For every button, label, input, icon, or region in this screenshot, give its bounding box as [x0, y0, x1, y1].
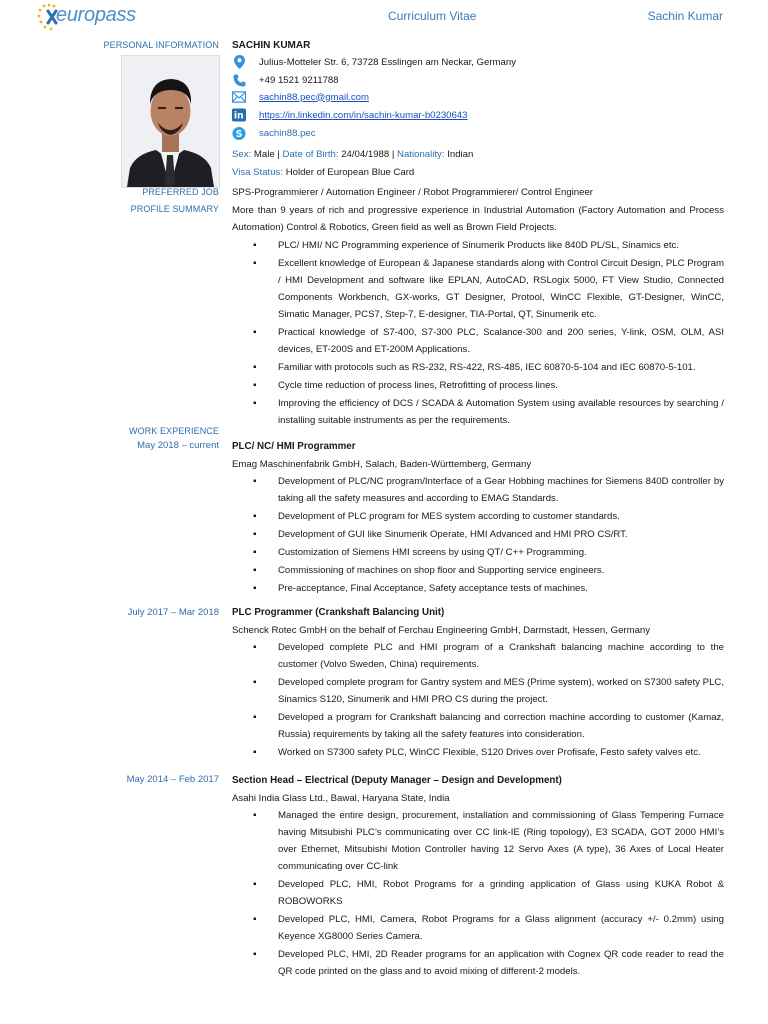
document-title: Curriculum Vitae — [388, 9, 477, 23]
job-dates: May 2014 – Feb 2017 — [126, 774, 219, 785]
list-item: ▪ Developed PLC, HMI, Camera, Robot Programs for a Glass alignment (accuracy +/- 0.2mm) using Keyence XG8000 Series Camera. — [232, 911, 724, 945]
job-dates: July 2017 – Mar 2018 — [127, 607, 219, 618]
header-name: Sachin Kumar — [647, 9, 723, 23]
phone-text: +49 1521 9211788 — [259, 74, 339, 86]
list-item: ▪ Development of PLC program for MES system according to customer standards. — [232, 508, 724, 525]
job-company: Schenck Rotec GmbH on the behalf of Ferchau Engineering GmbH, Darmstadt, Hessen, Germany — [232, 625, 651, 636]
job-entry — [232, 772, 724, 981]
list-item: ▪ Excellent knowledge of European & Japanese standards along with Control Circuit Design, PLC Program / HMI Development and software like EPLAN, AutoCAD, RSLogix 5000, FT View Studio, Connected Components Workbench, GX-works, GT Designer, Protool, WinCC Flexible, GT-Designer, WinCC, Simatic Manager, PCS7, Step-7, E-designer, TIA-Portal, QT, Sinumerik etc. — [232, 255, 724, 323]
sex-label: Sex: — [232, 149, 252, 160]
phone-row — [232, 73, 339, 87]
job-title: Section Head – Electrical (Deputy Manager – Design and Development) — [232, 775, 562, 786]
svg-text:S: S — [235, 128, 243, 140]
profile-summary-label: PROFILE SUMMARY — [130, 204, 219, 214]
skype-icon — [232, 126, 246, 140]
list-item: ▪ Customization of Siemens HMI screens by using QT/ C++ Programming. — [232, 544, 724, 561]
email-icon — [232, 90, 246, 104]
list-item: ▪ Developed a program for Crankshaft balancing and correction machine according to customer (Kamaz, Russia) requirements by taking all the safety features into consideration. — [232, 709, 724, 743]
job-title: PLC Programmer (Crankshaft Balancing Unit) — [232, 607, 445, 618]
nationality-value: Indian — [447, 149, 474, 160]
profile-photo — [121, 55, 220, 188]
list-item: ▪ Development of PLC/NC program/Interface of a Gear Hobbing machines for Siemens 840D controller by taking all the safety measures and according to EMAG Standards. — [232, 473, 724, 507]
work-experience-label: WORK EXPERIENCE — [128, 426, 219, 436]
location-pin-icon — [232, 55, 246, 69]
dob-value: 24/04/1988 — [341, 149, 390, 160]
job-company: Asahi India Glass Ltd., Bawal, Haryana State, India — [232, 793, 450, 804]
address-row — [232, 55, 516, 69]
linkedin-row — [232, 108, 468, 122]
job-dates: May 2018 – current — [137, 440, 219, 451]
sex-value: Male — [253, 149, 275, 160]
personal-information-label: PERSONAL INFORMATION — [103, 40, 219, 50]
visa-status-row — [232, 164, 724, 181]
separator: | — [391, 149, 395, 160]
nationality-label: Nationality: — [397, 149, 445, 160]
profile-bullets — [232, 237, 724, 429]
visa-label: Visa Status: — [232, 167, 284, 178]
list-item: ▪ Developed PLC, HMI, Robot Programs for a grinding application of Glass using KUKA Robot & ROBOWORKS — [232, 876, 724, 910]
job-entry — [232, 438, 724, 598]
list-item: ▪ Pre-acceptance, Final Acceptance, Safety acceptance tests of machines. — [232, 580, 724, 597]
svg-text:in: in — [233, 110, 244, 122]
list-item: ▪ Familiar with protocols such as RS-232, RS-422, RS-485, IEC 60870-5-104 and IEC 60870-5-101. — [232, 359, 724, 376]
list-item: ▪ Developed PLC, HMI, 2D Reader programs for an application with Cognex QR code reader to read the QR code printed on the glass and to avoid mixing of different-2 models. — [232, 946, 724, 980]
email-link[interactable]: sachin88.pec@gmail.com — [259, 91, 369, 103]
separator: | — [277, 149, 280, 160]
list-item: ▪ PLC/ HMI/ NC Programming experience of Sinumerik Products like 840D PL/SL, Sinamics etc. — [232, 237, 724, 254]
email-row — [232, 90, 369, 104]
visa-value: Holder of European Blue Card — [285, 167, 415, 178]
profile-summary — [232, 202, 724, 430]
address-text: Julius-Motteler Str. 6, 73728 Esslingen am Neckar, Germany — [259, 56, 517, 68]
list-item: ▪ Managed the entire design, procurement, installation and commissioning of Glass Tempering Furnace having Mitsubishi PLC’s communicating over CC link-IE (Ring topology), E3 SCADA, GOT 2000 HMI’s over Ethernet, Mitsubishi Motion Controller having 12 Servo Axes (A type), 36 Axes of Local Heater communicating over CC-link — [232, 807, 724, 875]
linkedin-link[interactable]: https://in.linkedin.com/in/sachin-kumar-b0230643 — [259, 109, 468, 121]
skype-row — [232, 126, 316, 140]
list-item: ▪ Cycle time reduction of process lines, Retrofitting of process lines. — [232, 377, 724, 394]
list-item: ▪ Developed complete PLC and HMI program of a Crankshaft balancing machine according to the customer (Volvo Sweden, China) requirements. — [232, 639, 724, 673]
preferred-job-label: PREFERRED JOB — [142, 187, 219, 197]
job-bullets — [232, 473, 724, 597]
linkedin-icon — [232, 108, 246, 122]
job-title: PLC/ NC/ HMI Programmer — [232, 441, 356, 452]
phone-icon — [232, 73, 246, 87]
list-item: ▪ Practical knowledge of S7-400, S7-300 PLC, Scalance-300 and 200 series, Y-link, OSM, OLM, ASI devices, ET-200S and ET-200M Applications. — [232, 324, 724, 358]
list-item: ▪ Commissioning of machines on shop floor and Supporting service engineers. — [232, 562, 724, 579]
job-entry — [232, 604, 724, 762]
list-item: ▪ Developed complete program for Gantry system and MES (Prime system), worked on S7300 safety PLC, Sinamics S120, Sinumerik and HMI PRO CS during the project. — [232, 674, 724, 708]
dob-label: Date of Birth: — [282, 149, 339, 160]
list-item: ▪ Development of GUI like Sinumerik Operate, HMI Advanced and HMI PRO CS/RT. — [232, 526, 724, 543]
preferred-job-text: SPS-Programmierer / Automation Engineer / Robot Programmierer/ Control Engineer — [232, 187, 593, 198]
candidate-name: SACHIN KUMAR — [232, 40, 311, 51]
skype-id: sachin88.pec — [259, 127, 316, 139]
personal-details-row — [232, 146, 724, 163]
job-bullets — [232, 807, 724, 980]
list-item: ▪ Worked on S7300 safety PLC, WinCC Flexible, S120 Drives over Profisafe, Festo safety valves etc. — [232, 744, 724, 761]
job-bullets — [232, 639, 724, 761]
europass-logo-text: europass — [56, 4, 136, 26]
job-company: Emag Maschinenfabrik GmbH, Salach, Baden-Württemberg, Germany — [232, 459, 532, 470]
profile-intro: More than 9 years of rich and progressive experience in Industrial Automation (Factory Automation and Process Automation) Control & Robotics, Green field as well as Brown Field Projects. — [232, 205, 724, 233]
list-item: ▪ Improving the efficiency of DCS / SCADA & Automation System using available resources by searching / installing suitable instruments as per the requirements. — [232, 395, 724, 429]
